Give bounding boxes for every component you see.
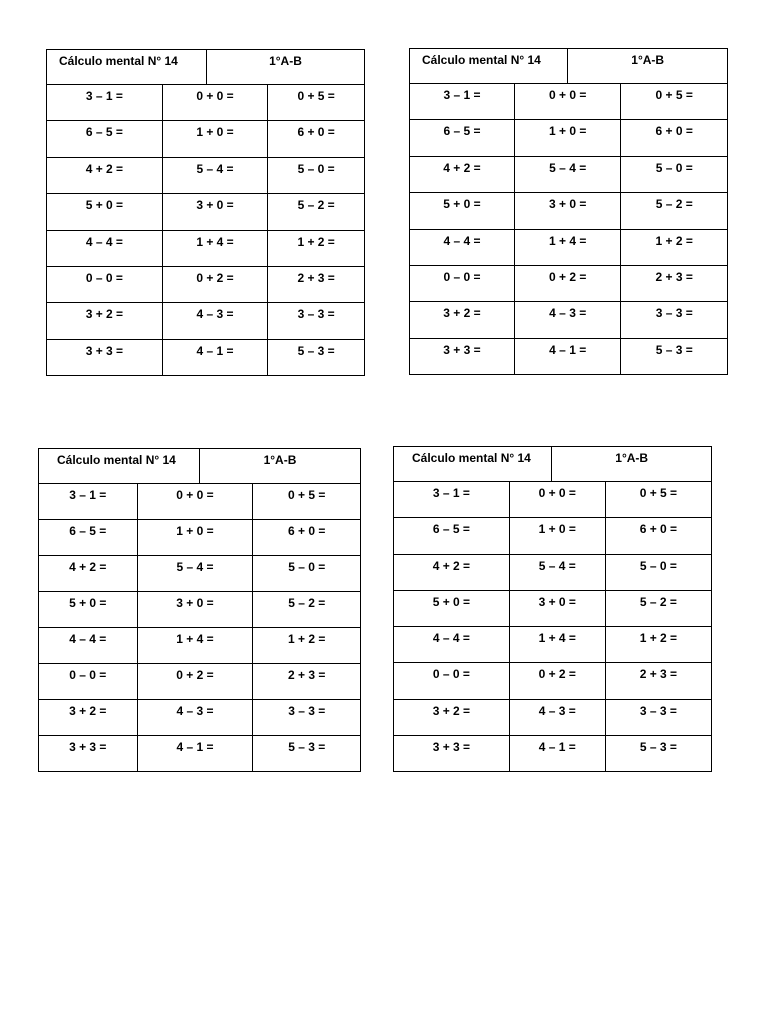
exercise-cell[interactable]: 3 – 3 =: [621, 302, 728, 338]
exercise-cell[interactable]: 0 – 0 =: [39, 664, 138, 700]
exercise-row: [39, 520, 361, 556]
exercise-cell[interactable]: 0 + 0 =: [509, 482, 605, 518]
exercise-cell[interactable]: 5 + 0 =: [410, 193, 515, 229]
exercise-cell[interactable]: 4 – 1 =: [509, 735, 605, 771]
exercise-cell[interactable]: 1 + 0 =: [514, 120, 621, 156]
class-group-label: 1°A-B: [206, 50, 364, 85]
worksheet-title: Cálculo mental N° 14: [39, 449, 200, 484]
exercise-cell[interactable]: 1 + 2 =: [621, 229, 728, 265]
exercise-row: [47, 157, 365, 193]
exercise-cell[interactable]: 4 – 3 =: [162, 303, 268, 339]
worksheet-card-top-left: [46, 49, 365, 376]
exercise-cell[interactable]: 6 – 5 =: [47, 121, 163, 157]
exercise-row: [394, 699, 712, 735]
exercise-cell[interactable]: 3 – 3 =: [605, 699, 711, 735]
exercise-cell[interactable]: 3 – 1 =: [39, 484, 138, 520]
exercise-cell[interactable]: 6 + 0 =: [621, 120, 728, 156]
worksheet-title: Cálculo mental N° 14: [410, 49, 568, 84]
exercise-row: [47, 303, 365, 339]
exercise-cell[interactable]: 0 + 2 =: [514, 265, 621, 301]
exercise-cell[interactable]: 0 + 0 =: [514, 84, 621, 120]
exercise-cell[interactable]: 2 + 3 =: [268, 266, 365, 302]
exercise-cell[interactable]: 5 – 4 =: [509, 554, 605, 590]
exercise-cell[interactable]: 3 – 3 =: [268, 303, 365, 339]
exercise-cell[interactable]: 5 – 2 =: [605, 590, 711, 626]
exercise-cell[interactable]: 6 + 0 =: [268, 121, 365, 157]
exercise-cell[interactable]: 3 + 3 =: [47, 339, 163, 375]
exercise-cell[interactable]: 5 – 3 =: [253, 736, 361, 772]
exercise-row: [39, 736, 361, 772]
exercise-cell[interactable]: 6 – 5 =: [410, 120, 515, 156]
exercise-cell[interactable]: 1 + 4 =: [137, 628, 253, 664]
exercise-row: [39, 664, 361, 700]
exercise-cell[interactable]: 3 + 0 =: [162, 194, 268, 230]
exercise-row: [394, 554, 712, 590]
exercise-cell[interactable]: 3 – 3 =: [253, 700, 361, 736]
exercise-cell[interactable]: 3 + 2 =: [39, 700, 138, 736]
exercise-cell[interactable]: 5 + 0 =: [39, 592, 138, 628]
exercise-cell[interactable]: 4 – 4 =: [394, 627, 510, 663]
exercise-cell[interactable]: 5 – 3 =: [621, 338, 728, 374]
exercise-row: [47, 194, 365, 230]
exercise-cell[interactable]: 5 – 4 =: [514, 156, 621, 192]
exercise-cell[interactable]: 4 – 1 =: [514, 338, 621, 374]
exercise-cell[interactable]: 0 + 0 =: [137, 484, 253, 520]
exercise-cell[interactable]: 3 + 3 =: [410, 338, 515, 374]
exercise-cell[interactable]: 3 + 0 =: [514, 193, 621, 229]
exercise-cell[interactable]: 3 – 1 =: [47, 85, 163, 121]
exercise-cell[interactable]: 1 + 4 =: [162, 230, 268, 266]
exercise-cell[interactable]: 5 + 0 =: [394, 590, 510, 626]
exercise-cell[interactable]: 5 – 3 =: [268, 339, 365, 375]
exercise-cell[interactable]: 1 + 0 =: [509, 518, 605, 554]
exercise-row: [47, 266, 365, 302]
worksheet-card-bottom-right: [393, 446, 712, 772]
exercise-cell[interactable]: 5 – 0 =: [268, 157, 365, 193]
exercise-cell[interactable]: 3 + 3 =: [39, 736, 138, 772]
worksheet-table: [409, 48, 728, 375]
exercise-cell[interactable]: 3 + 3 =: [394, 735, 510, 771]
worksheet-card-top-right: [409, 48, 728, 375]
exercise-cell[interactable]: 3 + 2 =: [394, 699, 510, 735]
exercise-cell[interactable]: 1 + 2 =: [253, 628, 361, 664]
exercise-cell[interactable]: 4 – 1 =: [137, 736, 253, 772]
exercise-row: [410, 84, 728, 120]
exercise-row: [394, 735, 712, 771]
exercise-row: [47, 339, 365, 375]
exercise-row: [47, 85, 365, 121]
exercise-row: [39, 556, 361, 592]
exercise-cell[interactable]: 1 + 0 =: [162, 121, 268, 157]
exercise-cell[interactable]: 5 – 2 =: [253, 592, 361, 628]
worksheet-table: [46, 49, 365, 376]
exercise-cell[interactable]: 4 – 4 =: [39, 628, 138, 664]
exercise-cell[interactable]: 5 – 3 =: [605, 735, 711, 771]
exercise-cell[interactable]: 1 + 2 =: [268, 230, 365, 266]
exercise-row: [47, 230, 365, 266]
exercise-cell[interactable]: 1 + 4 =: [509, 627, 605, 663]
exercise-cell[interactable]: 3 + 0 =: [509, 590, 605, 626]
exercise-cell[interactable]: 4 + 2 =: [47, 157, 163, 193]
exercise-cell[interactable]: 2 + 3 =: [621, 265, 728, 301]
exercise-row: [410, 193, 728, 229]
exercise-row: [410, 229, 728, 265]
exercise-row: [39, 592, 361, 628]
exercise-cell[interactable]: 5 – 4 =: [162, 157, 268, 193]
exercise-cell[interactable]: 3 – 1 =: [410, 84, 515, 120]
exercise-cell[interactable]: 4 + 2 =: [394, 554, 510, 590]
exercise-cell[interactable]: 6 + 0 =: [605, 518, 711, 554]
exercise-cell[interactable]: 4 – 4 =: [410, 229, 515, 265]
exercise-cell[interactable]: 4 – 1 =: [162, 339, 268, 375]
exercise-cell[interactable]: 4 + 2 =: [39, 556, 138, 592]
exercise-cell[interactable]: 3 + 2 =: [47, 303, 163, 339]
exercise-cell[interactable]: 0 + 5 =: [268, 85, 365, 121]
exercise-cell[interactable]: 1 + 2 =: [605, 627, 711, 663]
exercise-row: [410, 338, 728, 374]
exercise-cell[interactable]: 4 – 4 =: [47, 230, 163, 266]
exercise-cell[interactable]: 0 + 0 =: [162, 85, 268, 121]
exercise-cell[interactable]: 0 + 2 =: [162, 266, 268, 302]
exercise-cell[interactable]: 3 + 0 =: [137, 592, 253, 628]
exercise-cell[interactable]: 1 + 4 =: [514, 229, 621, 265]
exercise-cell[interactable]: 5 – 2 =: [268, 194, 365, 230]
exercise-row: [39, 700, 361, 736]
exercise-row: [410, 302, 728, 338]
exercise-cell[interactable]: 5 – 4 =: [137, 556, 253, 592]
exercise-cell[interactable]: 0 – 0 =: [410, 265, 515, 301]
exercise-row: [39, 484, 361, 520]
exercise-cell[interactable]: 4 – 3 =: [509, 699, 605, 735]
exercise-row: [394, 663, 712, 699]
exercise-cell[interactable]: 6 – 5 =: [39, 520, 138, 556]
exercise-cell[interactable]: 0 + 5 =: [621, 84, 728, 120]
exercise-row: [39, 628, 361, 664]
exercise-cell[interactable]: 4 – 3 =: [137, 700, 253, 736]
exercise-cell[interactable]: 0 + 5 =: [605, 482, 711, 518]
exercise-row: [394, 482, 712, 518]
exercise-cell[interactable]: 6 – 5 =: [394, 518, 510, 554]
exercise-cell[interactable]: 5 – 2 =: [621, 193, 728, 229]
exercise-cell[interactable]: 5 – 0 =: [605, 554, 711, 590]
worksheet-title: Cálculo mental N° 14: [47, 50, 207, 85]
exercise-cell[interactable]: 2 + 3 =: [605, 663, 711, 699]
class-group-label: 1°A-B: [568, 49, 728, 84]
exercise-cell[interactable]: 3 – 1 =: [394, 482, 510, 518]
exercise-cell[interactable]: 5 – 0 =: [621, 156, 728, 192]
exercise-row: [410, 265, 728, 301]
exercise-cell[interactable]: 4 + 2 =: [410, 156, 515, 192]
class-group-label: 1°A-B: [199, 449, 360, 484]
exercise-cell[interactable]: 0 + 2 =: [509, 663, 605, 699]
worksheet-table: [393, 446, 712, 772]
exercise-cell[interactable]: 5 + 0 =: [47, 194, 163, 230]
exercise-cell[interactable]: 2 + 3 =: [253, 664, 361, 700]
exercise-row: [410, 120, 728, 156]
exercise-cell[interactable]: 1 + 0 =: [137, 520, 253, 556]
exercise-cell[interactable]: 0 + 2 =: [137, 664, 253, 700]
exercise-cell[interactable]: 0 – 0 =: [394, 663, 510, 699]
exercise-cell[interactable]: 5 – 0 =: [253, 556, 361, 592]
worksheet-table: [38, 448, 361, 772]
exercise-row: [394, 518, 712, 554]
class-group-label: 1°A-B: [552, 447, 712, 482]
exercise-row: [47, 121, 365, 157]
exercise-cell[interactable]: 0 – 0 =: [47, 266, 163, 302]
exercise-cell[interactable]: 0 + 5 =: [253, 484, 361, 520]
exercise-cell[interactable]: 6 + 0 =: [253, 520, 361, 556]
exercise-cell[interactable]: 4 – 3 =: [514, 302, 621, 338]
exercise-row: [394, 627, 712, 663]
exercise-cell[interactable]: 3 + 2 =: [410, 302, 515, 338]
worksheet-card-bottom-left: [38, 448, 361, 772]
exercise-row: [394, 590, 712, 626]
worksheet-title: Cálculo mental N° 14: [394, 447, 552, 482]
exercise-row: [410, 156, 728, 192]
